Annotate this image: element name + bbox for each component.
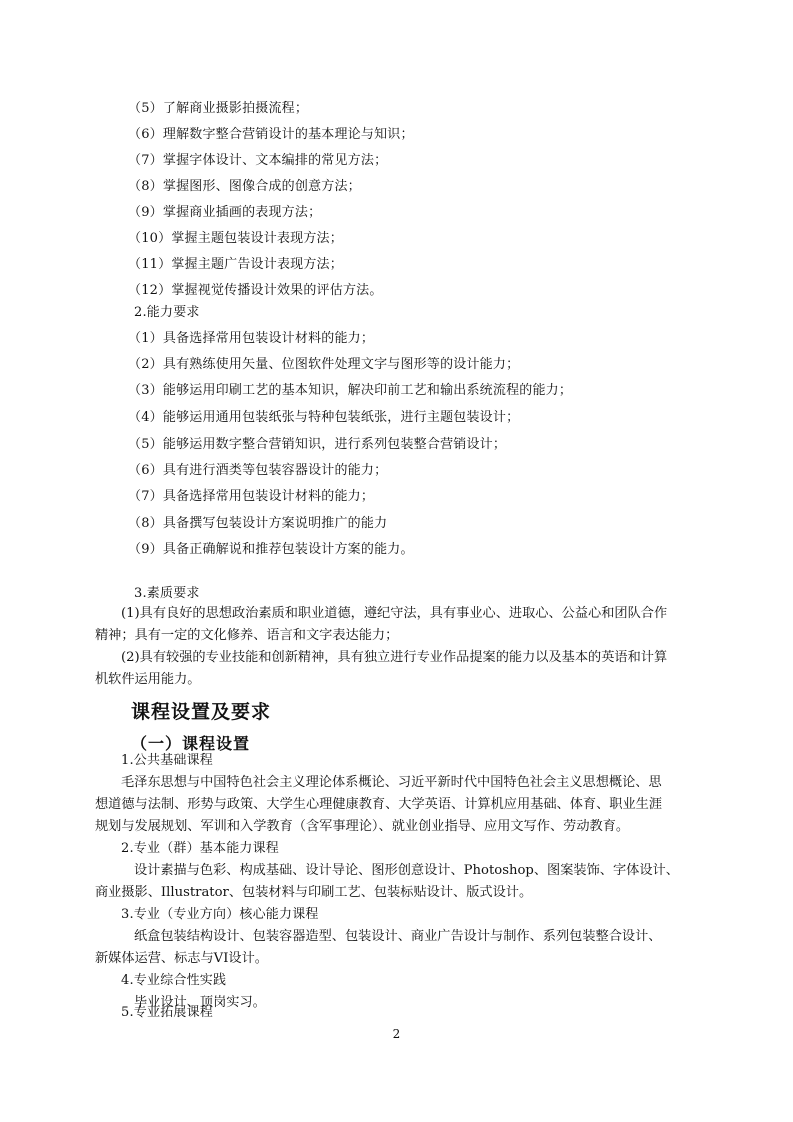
course-group-text: 毕业设计、顶岗实习。 <box>134 995 266 1010</box>
course-group-text: 商业摄影、Illustrator、包装材料与印刷工艺、包装标贴设计、版式设计。 <box>95 885 533 900</box>
subsection-title: （一）课程设置 <box>131 734 251 753</box>
ability-item: （5）能够运用数字整合营销知识，进行系列包装整合营销设计； <box>128 437 507 452</box>
knowledge-item: （8）掌握图形、图像合成的创意方法； <box>128 179 361 194</box>
quality-paragraph-1-line-1: (1)具有良好的思想政治素质和职业道德，遵纪守法，具有事业心、进取心、公益心和团队合作 <box>121 606 668 621</box>
ability-item: （6）具有进行酒类等包装容器设计的能力； <box>128 463 388 478</box>
knowledge-item: （6）理解数字整合营销设计的基本理论与知识； <box>128 127 414 142</box>
ability-item: （7）具备选择常用包装设计材料的能力； <box>128 489 375 504</box>
course-group-text: 新媒体运营、标志与VI设计。 <box>95 951 268 966</box>
course-group-text: 设计素描与色彩、构成基础、设计导论、图形创意设计、Photoshop、图案装饰、字体设计、 <box>134 863 679 878</box>
knowledge-item: （5）了解商业摄影拍摄流程； <box>128 101 309 116</box>
ability-item: （8）具备撰写包装设计方案说明推广的能力 <box>128 516 388 531</box>
course-group-title: 4.专业综合性实践 <box>121 973 227 988</box>
quality-paragraph-2-line-1: (2)具有较强的专业技能和创新精神，具有独立进行专业作品提案的能力以及基本的英语和计算 <box>121 650 668 665</box>
knowledge-item: （12）掌握视觉传播设计效果的评估方法。 <box>128 283 383 298</box>
knowledge-item: （11）掌握主题广告设计表现方法； <box>128 257 343 272</box>
course-group-text: 想道德与法制、形势与政策、大学生心理健康教育、大学英语、计算机应用基础、体育、职业生涯 <box>95 797 663 812</box>
quality-heading: 3.素质要求 <box>134 586 200 601</box>
course-group-title: 2.专业（群）基本能力课程 <box>121 841 280 856</box>
course-group-text: 规划与发展规划、军训和入学教育（含军事理论）、就业创业指导、应用文写作、劳动教育。 <box>95 819 630 834</box>
course-group-text: 毛泽东思想与中国特色社会主义理论体系概论、习近平新时代中国特色社会主义思想概论、思 <box>121 775 662 790</box>
knowledge-item: （7）掌握字体设计、文本编排的常见方法； <box>128 153 388 168</box>
ability-item: （3）能够运用印刷工艺的基本知识，解决印前工艺和输出系统流程的能力； <box>128 383 573 398</box>
page-number: 2 <box>392 1027 401 1041</box>
section-title: 课程设置及要求 <box>131 701 272 723</box>
quality-paragraph-1-line-2: 精神；具有一定的文化修养、语言和文字表达能力； <box>95 628 399 643</box>
course-group-title: 3.专业（专业方向）核心能力课程 <box>121 907 319 922</box>
ability-item: （2）具有熟练使用矢量、位图软件处理文字与图形等的设计能力； <box>128 357 520 372</box>
knowledge-item: （9）掌握商业插画的表现方法； <box>128 205 322 220</box>
ability-item: （4）能够运用通用包装纸张与特种包装纸张，进行主题包装设计； <box>128 410 520 425</box>
ability-item: （1）具备选择常用包装设计材料的能力； <box>128 331 375 346</box>
course-group-text: 纸盒包装结构设计、包装容器造型、包装设计、商业广告设计与制作、系列包装整合设计、 <box>134 929 662 944</box>
course-group-title: 5.专业拓展课程 <box>121 1005 214 1020</box>
ability-heading: 2.能力要求 <box>134 305 200 320</box>
quality-paragraph-2-line-2: 机软件运用能力。 <box>95 672 201 687</box>
course-group-title: 1.公共基础课程 <box>121 753 214 768</box>
knowledge-item: （10）掌握主题包装设计表现方法； <box>128 231 343 246</box>
ability-item: （9）具备正确解说和推荐包装设计方案的能力。 <box>128 542 414 557</box>
